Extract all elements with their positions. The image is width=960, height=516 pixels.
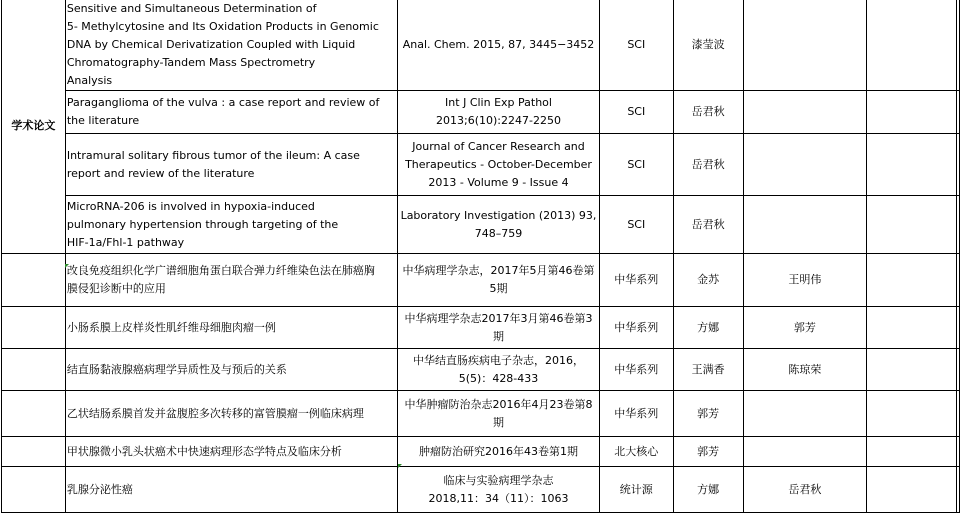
author1-cell[interactable]: 郭芳 <box>673 437 743 467</box>
source-cell-line: 2013 - Volume 9 - Issue 4 <box>428 175 569 189</box>
source-cell[interactable] <box>398 349 600 391</box>
title-cell[interactable] <box>65 91 397 134</box>
edge-cell[interactable] <box>956 196 959 254</box>
edge-cell[interactable] <box>956 0 959 91</box>
table-row <box>2 437 960 467</box>
source-cell[interactable] <box>398 91 600 134</box>
extra-cell[interactable] <box>867 0 957 91</box>
title-cell-line: 乳腺分泌性癌 <box>66 482 133 496</box>
table-row <box>2 467 960 513</box>
source-cell-line: 中华肿瘤防治杂志2016年4月23卷第8 <box>404 397 593 411</box>
table-row <box>2 349 960 391</box>
extra-cell[interactable] <box>867 134 957 196</box>
author1-cell[interactable]: 王满香 <box>673 349 743 391</box>
title-cell-line: Chromatography-Tandem Mass Spectrometry <box>66 55 316 69</box>
title-cell[interactable] <box>65 134 397 196</box>
extra-cell[interactable] <box>867 467 957 513</box>
extra-cell[interactable] <box>867 254 957 307</box>
title-cell[interactable] <box>65 0 397 91</box>
title-cell[interactable] <box>65 467 397 513</box>
edge-cell[interactable] <box>956 134 959 196</box>
category-cell[interactable] <box>2 307 66 349</box>
source-cell[interactable] <box>398 391 600 437</box>
table-row <box>2 0 960 91</box>
table-row <box>2 134 960 196</box>
title-cell-line: 小肠系膜上皮样炎性肌纤维母细胞肉瘤一例 <box>66 320 276 334</box>
edge-cell[interactable] <box>956 437 959 467</box>
source-cell[interactable] <box>398 0 600 91</box>
author2-cell[interactable] <box>743 437 867 467</box>
author1-cell[interactable]: 岳君秋 <box>673 91 743 134</box>
title-cell[interactable] <box>65 196 397 254</box>
extra-cell[interactable] <box>867 91 957 134</box>
author2-cell[interactable] <box>743 196 867 254</box>
title-cell-line: DNA by Chemical Derivatization Coupled with Liquid <box>66 37 356 51</box>
author2-cell[interactable] <box>743 391 867 437</box>
source-cell[interactable] <box>398 134 600 196</box>
source-cell[interactable] <box>398 196 600 254</box>
title-cell-line: the literature <box>66 114 140 127</box>
title-cell[interactable] <box>65 391 397 437</box>
title-cell-line: 甲状腺微小乳头状癌术中快速病理形态学特点及临床分析 <box>66 444 342 458</box>
source-cell-line: Laboratory Investigation (2013) 93, <box>400 208 597 222</box>
level-cell[interactable]: 北大核心 <box>599 437 673 467</box>
category-cell[interactable] <box>2 437 66 467</box>
title-cell-line: Paraganglioma of the vulva : a case report and review of <box>66 96 380 109</box>
level-cell[interactable]: SCI <box>599 134 673 196</box>
author2-cell[interactable] <box>743 91 867 134</box>
author2-cell[interactable]: 郭芳 <box>743 307 867 349</box>
title-cell[interactable] <box>65 437 397 467</box>
source-cell-line: Int J Clin Exp Pathol <box>445 96 552 109</box>
source-cell[interactable] <box>398 437 600 467</box>
source-cell-line: 期 <box>493 329 504 343</box>
author1-cell[interactable]: 方娜 <box>673 307 743 349</box>
edge-cell[interactable] <box>956 91 959 134</box>
title-cell-line: Intramural solitary fibrous tumor of the ileum: A case <box>66 148 360 162</box>
author2-cell[interactable] <box>743 134 867 196</box>
level-cell[interactable]: 中华系列 <box>599 307 673 349</box>
title-cell-line: pulmonary hypertension through targeting of the <box>66 217 339 231</box>
source-cell[interactable] <box>398 307 600 349</box>
author2-cell[interactable]: 岳君秋 <box>743 467 867 513</box>
source-cell-line: Therapeutics - October-December <box>405 157 592 171</box>
table-row <box>2 196 960 254</box>
level-cell[interactable]: 统计源 <box>599 467 673 513</box>
extra-cell[interactable] <box>867 196 957 254</box>
level-cell[interactable]: 中华系列 <box>599 254 673 307</box>
extra-cell[interactable] <box>867 437 957 467</box>
edge-cell[interactable] <box>956 391 959 437</box>
title-cell-line: MicroRNA-206 is involved in hypoxia-induced <box>66 199 315 213</box>
author1-cell[interactable]: 方娜 <box>673 467 743 513</box>
extra-cell[interactable] <box>867 349 957 391</box>
source-cell-line: 中华结直肠疾病电子杂志，2016， <box>413 353 584 367</box>
title-cell[interactable] <box>65 307 397 349</box>
comment-marker <box>65 264 69 268</box>
author2-cell[interactable]: 陈琼荣 <box>743 349 867 391</box>
table-row <box>2 391 960 437</box>
category-cell[interactable]: 学术论文 <box>2 0 66 254</box>
title-cell-line: 膜侵犯诊断中的应用 <box>66 282 166 295</box>
level-cell[interactable]: SCI <box>599 196 673 254</box>
level-cell[interactable]: SCI <box>599 0 673 91</box>
author1-cell[interactable]: 郭芳 <box>673 391 743 437</box>
source-cell-line: Journal of Cancer Research and <box>412 139 585 153</box>
author2-cell[interactable]: 王明伟 <box>743 254 867 307</box>
category-cell[interactable] <box>2 254 66 307</box>
source-cell-line: 中华病理学杂志，2017年5月第46卷第 <box>402 264 595 277</box>
title-cell-line: 5- Methylcytosine and Its Oxidation Products in Genomic <box>66 19 379 33</box>
source-cell-line: Anal. Chem. 2015, 87, 3445−3452 <box>402 37 595 51</box>
title-cell-line: Analysis <box>66 73 113 87</box>
author1-cell[interactable]: 金苏 <box>673 254 743 307</box>
author2-cell[interactable] <box>743 0 867 91</box>
level-cell[interactable]: 中华系列 <box>599 391 673 437</box>
author1-cell[interactable]: 岳君秋 <box>673 196 743 254</box>
title-cell[interactable] <box>65 349 397 391</box>
extra-cell[interactable] <box>867 307 957 349</box>
papers-table <box>1 0 960 513</box>
source-cell[interactable] <box>398 254 600 307</box>
table-row <box>2 254 960 307</box>
source-cell-line: 748–759 <box>474 226 523 240</box>
source-cell-line: 2013;6(10):2247-2250 <box>436 114 561 127</box>
comment-marker <box>398 464 402 468</box>
author1-cell[interactable]: 岳君秋 <box>673 134 743 196</box>
edge-cell[interactable] <box>956 349 959 391</box>
source-cell-line: 5期 <box>489 282 508 295</box>
edge-cell[interactable] <box>956 307 959 349</box>
title-cell-line: Sensitive and Simultaneous Determination of <box>66 1 317 15</box>
source-cell-line: 中华病理学杂志2017年3月第46卷第3 <box>404 311 593 325</box>
title-cell-line: 改良免疫组织化学广谱细胞角蛋白联合弹力纤维染色法在肺癌胸 <box>66 264 375 277</box>
category-cell[interactable] <box>2 467 66 513</box>
source-cell-line: 期 <box>493 415 504 429</box>
source-cell-line: 肿瘤防治研究2016年43卷第1期 <box>419 444 578 458</box>
source-cell-line: 2018,11：34（11）：1063 <box>428 491 569 505</box>
title-cell-line: 结直肠黏液腺癌病理学异质性及与预后的关系 <box>66 362 287 376</box>
source-cell-line: 临床与实验病理学杂志 <box>443 473 554 487</box>
category-cell[interactable] <box>2 391 66 437</box>
extra-cell[interactable] <box>867 391 957 437</box>
level-cell[interactable]: SCI <box>599 91 673 134</box>
table-row <box>2 91 960 134</box>
title-cell-line: report and review of the literature <box>66 166 255 180</box>
title-cell-line: 乙状结肠系膜首发并盆腹腔多次转移的富管膜瘤一例临床病理 <box>66 406 364 420</box>
title-cell[interactable] <box>65 254 397 307</box>
edge-cell[interactable] <box>956 254 959 307</box>
source-cell-line: 5(5)：428-433 <box>458 371 539 385</box>
author1-cell[interactable]: 漆莹波 <box>673 0 743 91</box>
title-cell-line: HIF-1a/Fhl-1 pathway <box>66 235 185 249</box>
category-cell[interactable] <box>2 349 66 391</box>
edge-cell[interactable] <box>956 467 959 513</box>
source-cell[interactable] <box>398 467 600 513</box>
table-row <box>2 307 960 349</box>
level-cell[interactable]: 中华系列 <box>599 349 673 391</box>
